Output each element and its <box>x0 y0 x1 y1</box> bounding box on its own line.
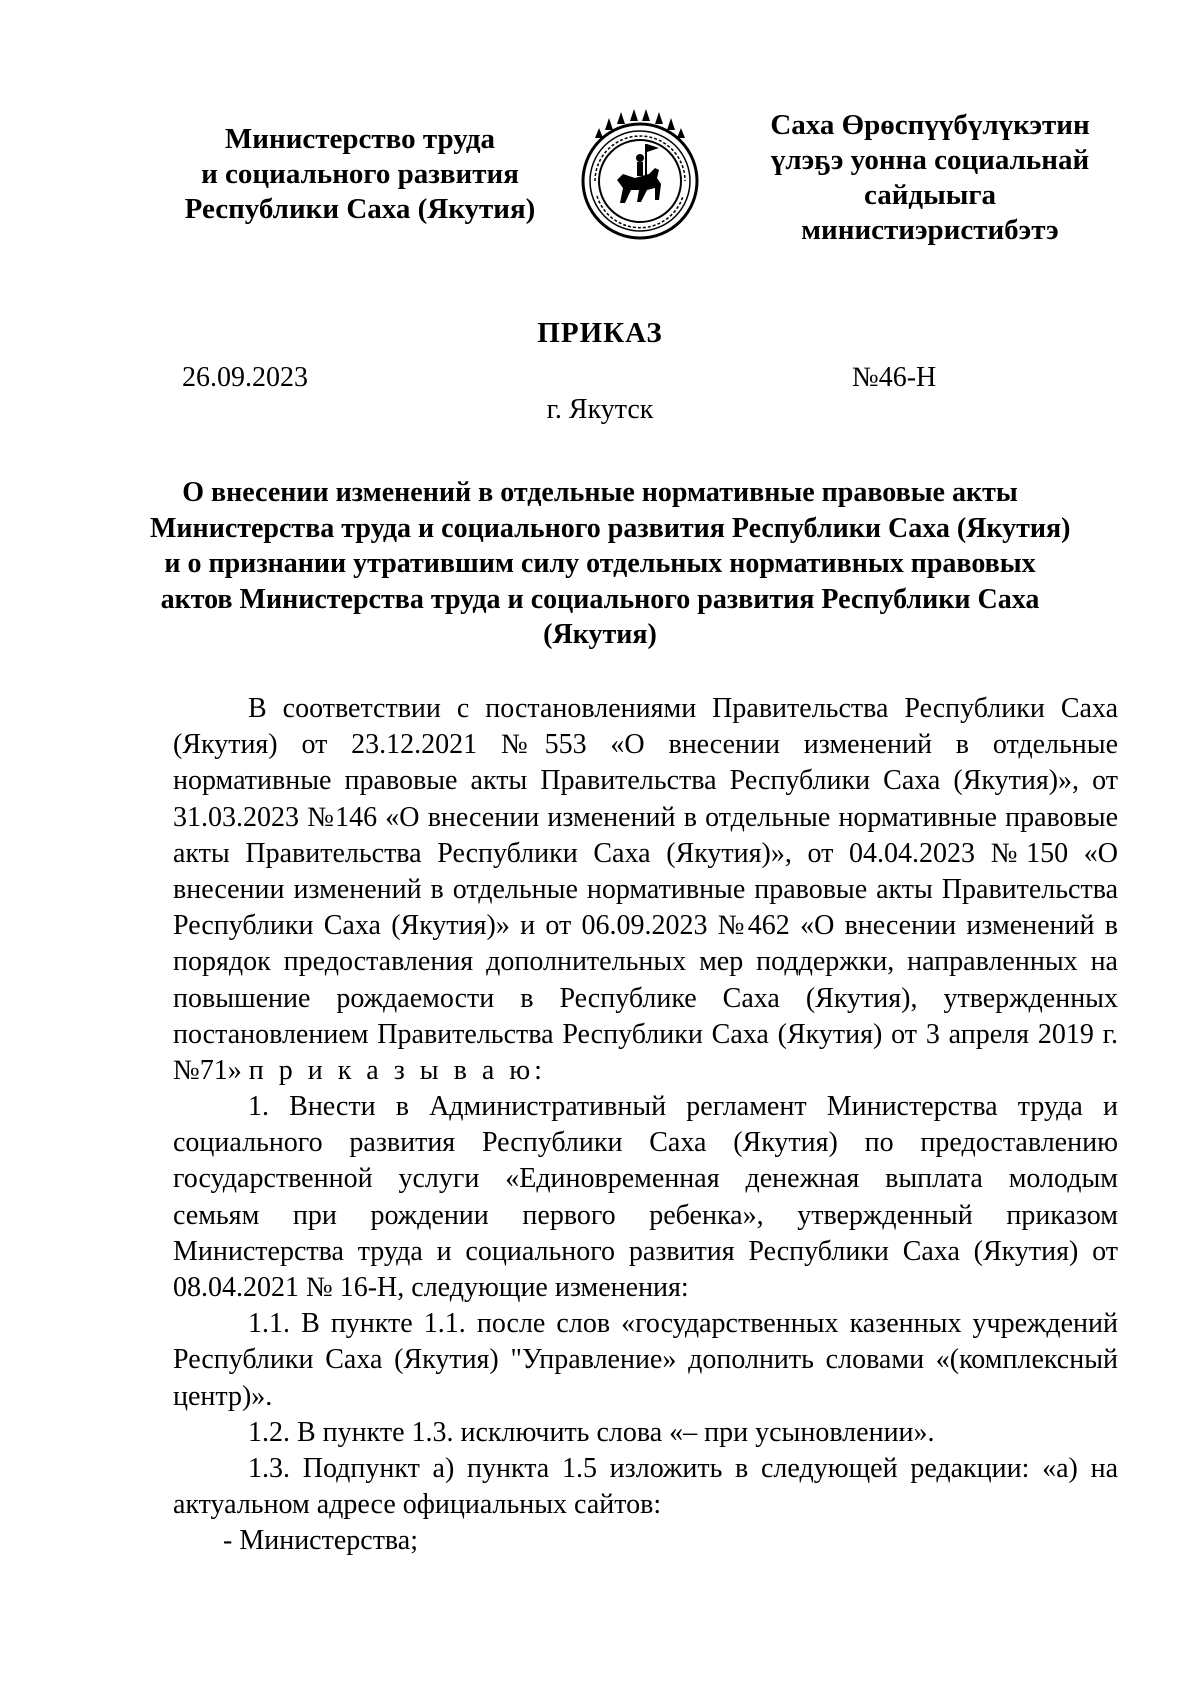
order-number: №46-Н <box>852 362 937 393</box>
body-line: 1.1. В пункте 1.1. после слов «государственных казенных учреждений <box>248 1308 1118 1340</box>
coat-of-arms-emblem-icon <box>575 108 705 243</box>
body-line: Республики Саха (Якутия) "Управление» дополнить словами «(комплексный <box>173 1344 1118 1376</box>
body-line: 08.04.2021 № 16-Н, следующие изменения: <box>173 1272 689 1303</box>
body-line: 1.3. Подпункт а) пункта 1.5 изложить в следующей редакции: «а) на <box>248 1452 1118 1484</box>
body-line: актуальном адресе официальных сайтов: <box>173 1489 662 1521</box>
ministry-name-line: үлэҕэ уонна социальнай <box>770 144 1090 176</box>
document-title-line: (Якутия) <box>543 619 657 650</box>
body-line: центр)». <box>173 1380 273 1412</box>
document-title-line: и о признании утратившим силу отдельных нормативных правовых <box>164 548 1036 579</box>
body-line-decree: п р и к а з ы в а ю: <box>248 1054 546 1086</box>
document-title-line: актов Министерства труда и социального развития Республики Саха <box>160 583 1040 615</box>
body-line: Министерства труда и социального развития Республики Саха (Якутия) от <box>173 1235 1118 1267</box>
document-body <box>173 691 1118 1560</box>
ministry-name-line: Саха Өрөспүүбүлүкэтин <box>770 109 1090 141</box>
ministry-name-line: Министерство труда <box>224 123 496 155</box>
body-line: нормативные правовые акты Правительства Республики Саха (Якутия)», от <box>173 765 1118 797</box>
body-line: постановлением Правительства Республики Саха (Якутия) от 3 апреля 2019 г. <box>173 1018 1118 1050</box>
document-title-line: О внесении изменений в отдельные нормативные правовые акты <box>182 477 1018 508</box>
body-line <box>173 1053 1118 1089</box>
ministry-name-line: и социального развития <box>201 158 519 190</box>
body-line: 1.2. В пункте 1.3. исключить слова «– при усыновлении». <box>248 1416 935 1448</box>
body-line: акты Правительства Республики Саха (Якутия)», от 04.04.2023 №150 «О <box>173 837 1118 869</box>
body-line: государственной услуги «Единовременная денежная выплата молодым <box>173 1163 1118 1195</box>
body-line: 1. Внести в Административный регламент Министерства труда и <box>248 1091 1118 1123</box>
body-line: - Министерства; <box>223 1525 418 1557</box>
body-line: социального развития Республики Саха (Якутия) по предоставлению <box>173 1127 1118 1159</box>
body-line: порядок предоставления дополнительных мер поддержки, направленных на <box>173 946 1118 978</box>
ministry-name-russian <box>160 122 560 227</box>
order-city: г. Якутск <box>546 394 654 425</box>
order-date: 26.09.2023 <box>182 362 308 393</box>
body-line: 31.03.2023 №146 «О внесении изменений в отдельные нормативные правовые <box>173 801 1118 833</box>
body-line: семьям при рождении первого ребенка», утвержденный приказом <box>173 1199 1118 1231</box>
document-title-line: Министерства труда и социального развития Республики Саха (Якутия) <box>150 512 1071 544</box>
body-line: (Якутия) от 23.12.2021 №553 «О внесении изменений в отдельные <box>173 729 1118 761</box>
ministry-name-line: сайдыыга <box>863 179 997 211</box>
body-line: В соответствии с постановлениями Правительства Республики Саха <box>248 693 1118 724</box>
ministry-name-line: Республики Саха (Якутия) <box>184 193 536 225</box>
body-line: Республики Саха (Якутия)» и от 06.09.2023 №462 «О внесении изменений в <box>173 910 1118 942</box>
ministry-name-line: министиэристибэтэ <box>801 214 1059 246</box>
ministry-name-sakha <box>740 108 1120 248</box>
body-line: внесении изменений в отдельные нормативные правовые акты Правительства <box>173 873 1118 905</box>
body-line-ref: №71» <box>173 1054 242 1086</box>
document-title <box>150 475 1071 653</box>
body-line: повышение рождаемости в Республике Саха (Якутия), утвержденных <box>173 982 1118 1014</box>
order-title: ПРИКАЗ <box>537 317 663 349</box>
